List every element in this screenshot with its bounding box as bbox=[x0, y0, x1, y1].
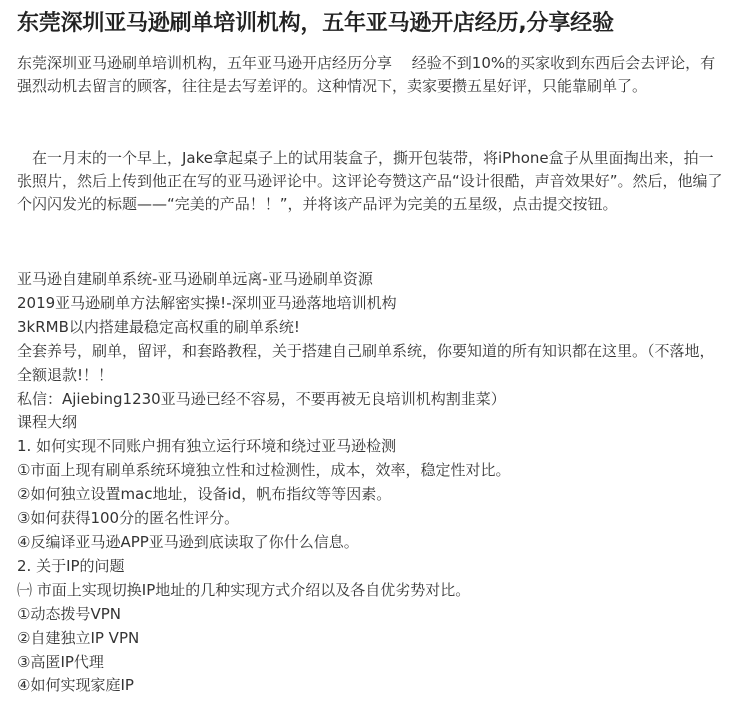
outline-line: 全套养号，刷单，留评，和套路教程，关于搭建自己刷单系统，你要知道的所有知识都在这里。（不落地，全额退款!！！ bbox=[17, 341, 715, 384]
outline-line: 2019亚马逊刷单方法解密实操!-深圳亚马逊落地培训机构 bbox=[17, 293, 397, 312]
outline-line: ③高匿IP代理 bbox=[17, 652, 104, 671]
outline-line: 3kRMB以内搭建最稳定高权重的刷单系统! bbox=[17, 317, 300, 336]
outline-line: ②如何独立设置mac地址，设备id，帆布指纹等等因素。 bbox=[17, 485, 392, 504]
outline-line: 1. 如何实现不同账户拥有独立运行环境和绕过亚马逊检测 bbox=[17, 437, 397, 456]
outline-line: ①动态拨号VPN bbox=[17, 604, 121, 623]
outline-heading: 课程大纲 bbox=[17, 413, 78, 432]
outline-line: ④反编译亚马逊APP亚马逊到底读取了你什么信息。 bbox=[17, 532, 359, 551]
course-outline bbox=[17, 268, 727, 698]
article-title: 东莞深圳亚马逊刷单培训机构，五年亚马逊开店经历,分享经验 bbox=[17, 11, 614, 36]
outline-line: ㈠ 市面上实现切换IP地址的几种实现方式介绍以及各自优劣势对比。 bbox=[17, 580, 471, 599]
outline-line: 私信：Ajiebing1230亚马逊已经不容易，不要再被无良培训机构割韭菜） bbox=[17, 389, 506, 408]
outline-line: ②自建独立IP VPN bbox=[17, 628, 140, 647]
outline-line: ①市面上现有刷单系统环境独立性和过检测性，成本，效率，稳定性对比。 bbox=[17, 461, 511, 480]
outline-line: ④如何实现家庭IP bbox=[17, 676, 134, 695]
outline-line: 亚马逊自建刷单系统-亚马逊刷单远离-亚马逊刷单资源 bbox=[17, 270, 373, 288]
outline-line: ③如何获得100分的匿名性评分。 bbox=[17, 509, 240, 528]
outline-line: 2. 关于IP的问题 bbox=[17, 556, 125, 575]
story-paragraph: 在一月末的一个早上，Jake拿起桌子上的试用装盒子，撕开包装带，将iPhone盒子从里面掏出来，拍一张照片，然后上传到他正在写的亚马逊评论中。这评论夸赞这产品“设计很酷，声音效果好”。然后，他编了个闪闪发光的标题——“完美的产品！！”，并将该产品评为完美的五星级，点击提交按钮。 bbox=[17, 149, 723, 213]
intro-paragraph: 东莞深圳亚马逊刷单培训机构，五年亚马逊开店经历分享 经验不到10%的买家收到东西后会去评论，有强烈动机去留言的顾客，往往是去写差评的。这种情况下，卖家要攒五星好评，只能靠刷单了。 bbox=[17, 54, 716, 95]
